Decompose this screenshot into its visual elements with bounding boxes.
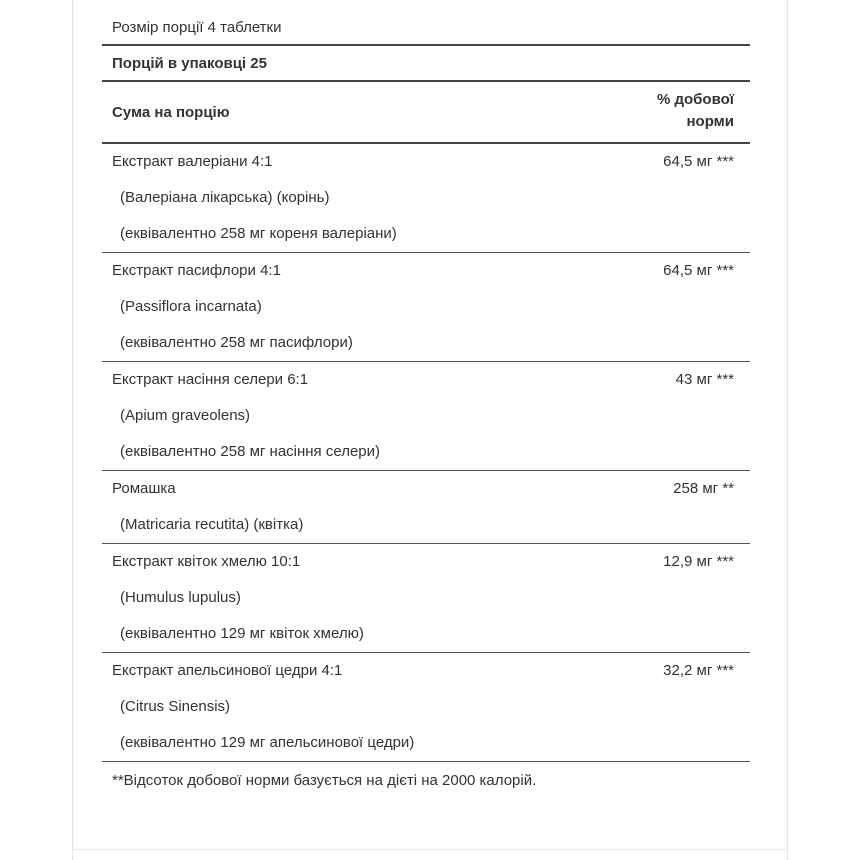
supplement-facts-table <box>102 10 750 792</box>
ingredient-amount: 32,2 мг *** <box>663 662 734 679</box>
ingredient-row <box>102 253 750 362</box>
ingredient-amount: 12,9 мг *** <box>663 553 734 570</box>
ingredient-main-line <box>102 362 750 398</box>
ingredient-main-line <box>102 253 750 289</box>
table-header-row <box>102 82 750 144</box>
ingredient-detail: (еквівалентно 258 мг пасифлори) <box>120 334 353 351</box>
ingredient-detail: (еквівалентно 258 мг кореня валеріани) <box>120 225 397 242</box>
ingredient-name: Екстракт квіток хмелю 10:1 <box>112 553 301 570</box>
ingredient-row <box>102 653 750 762</box>
ingredient-amount: 64,5 мг *** <box>663 153 734 170</box>
ingredient-detail: (еквівалентно 258 мг насіння селери) <box>120 443 381 460</box>
ingredient-detail: (еквівалентно 129 мг апельсинової цедри) <box>120 734 415 751</box>
ingredient-detail: (Passiflora incarnata) <box>120 298 262 315</box>
frame-bottom-border <box>72 849 788 850</box>
ingredient-amount: 43 мг *** <box>675 371 734 388</box>
ingredient-detail: (Citrus Sinensis) <box>120 698 231 715</box>
ingredients-list <box>102 144 750 762</box>
ingredient-name: Екстракт валеріани 4:1 <box>112 153 273 170</box>
daily-value-header <box>657 89 734 133</box>
ingredient-detail: (Apium graveolens) <box>120 407 251 424</box>
serving-size-row <box>102 10 750 46</box>
ingredient-amount: 258 мг ** <box>673 480 734 497</box>
ingredient-name: Ромашка <box>112 480 176 497</box>
ingredient-main-line <box>102 544 750 580</box>
ingredient-detail: (Matricaria recutita) (квітка) <box>120 516 304 533</box>
ingredient-main-line <box>102 471 750 507</box>
daily-value-header-line1: % добової <box>656 91 734 108</box>
ingredient-amount: 64,5 мг *** <box>663 262 734 279</box>
ingredient-main-line <box>102 144 750 180</box>
ingredient-main-line <box>102 653 750 689</box>
ingredient-row <box>102 362 750 471</box>
footnote: **Відсоток добової норми базується на дієті на 2000 калорій. <box>112 772 537 789</box>
daily-value-header-line2: норми <box>686 113 734 130</box>
amount-per-serving-label: Сума на порцію <box>112 103 230 121</box>
ingredient-detail: (Humulus lupulus) <box>120 589 241 606</box>
ingredient-name: Екстракт пасифлори 4:1 <box>112 262 281 279</box>
ingredient-name: Екстракт насіння селери 6:1 <box>112 371 309 388</box>
servings-per-container-row <box>102 46 750 82</box>
ingredient-row <box>102 144 750 253</box>
ingredient-detail: (еквівалентно 129 мг квіток хмелю) <box>120 625 364 642</box>
serving-size-text: Розмір порції 4 таблетки <box>112 19 282 36</box>
ingredient-name: Екстракт апельсинової цедри 4:1 <box>112 662 343 679</box>
ingredient-detail: (Валеріана лікарська) (корінь) <box>120 189 330 206</box>
ingredient-row <box>102 471 750 544</box>
servings-per-container-text: Порцій в упаковці 25 <box>112 55 267 72</box>
ingredient-row <box>102 544 750 653</box>
